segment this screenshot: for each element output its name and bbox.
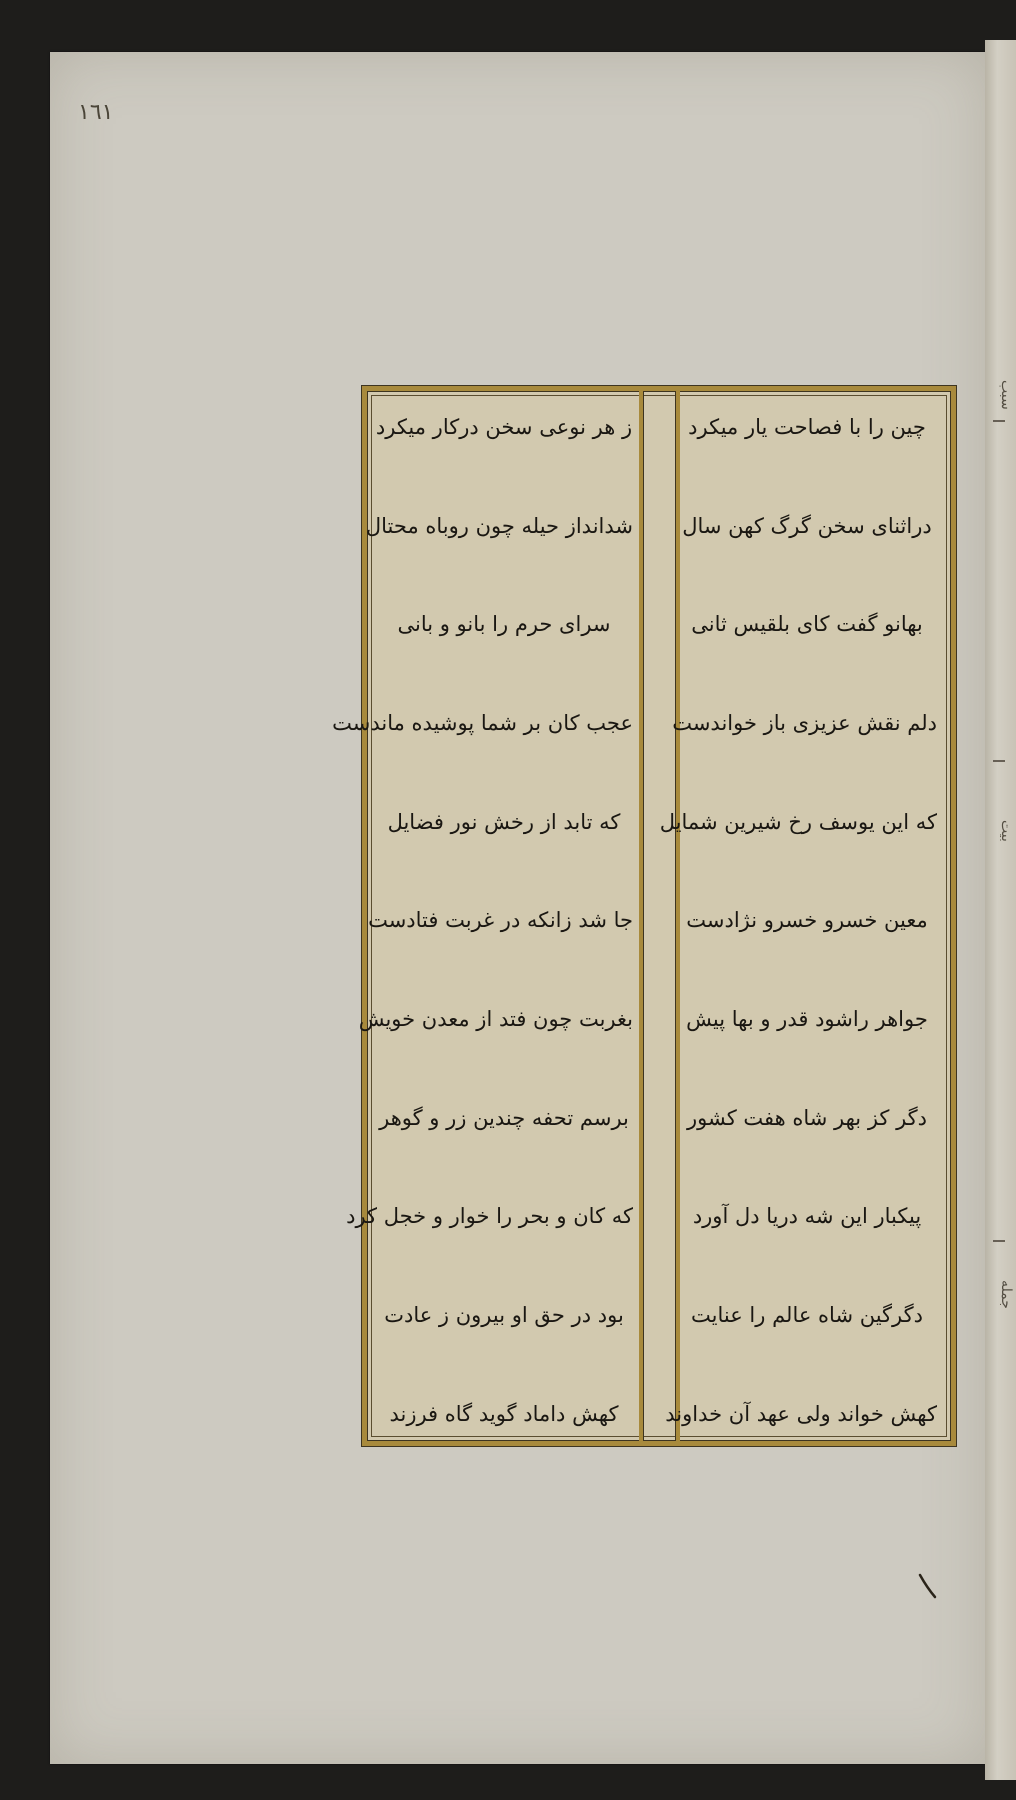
text-frame (332, 386, 956, 1446)
verse-line: جا شد زانکه در غربت فتادست (368, 908, 633, 933)
verse-line: بهانو گفت کای بلقیس ثانی (691, 612, 923, 637)
facing-page-ink-mark (993, 760, 1005, 762)
catchword-stroke (917, 1572, 939, 1600)
verse-line: چین را با فصاحت یار میکرد (688, 415, 926, 439)
verse-line: برسم تحفه چندین زر و گوهر (379, 1105, 629, 1130)
facing-page-ink-mark (993, 1240, 1005, 1242)
verse-line: جواهر راشود قدر و بها پیش (686, 1007, 928, 1032)
marginal-note: سبب (998, 380, 1014, 410)
facing-page-edge (985, 40, 1016, 1780)
facing-page-ink-mark (993, 420, 1005, 422)
verse-line: بغربت چون فتد از معدن خویش (358, 1007, 633, 1032)
verse-line: ز هر نوعی سخن درکار میکرد (375, 415, 633, 439)
verse-line: عجب کان بر شما پوشیده ماندست (332, 711, 633, 736)
verse-line: دراثنای سخن گرگ کهن سال (682, 513, 932, 538)
verse-line: دلم نقش عزیزی باز خواندست (672, 711, 937, 736)
verse-line: که این یوسف رخ شیرین شمایل (659, 809, 937, 834)
verse-column-left (332, 397, 633, 1435)
verse-line: معین خسرو خسرو نژادست (686, 908, 928, 933)
folio-number: ١٦١ (78, 100, 114, 125)
verse-column-right (659, 397, 937, 1435)
verse-line: دگرگین شاه عالم را عنایت (691, 1303, 923, 1328)
verse-line: دگر کز بهر شاه هفت کشور (686, 1105, 928, 1130)
verse-line: سرای حرم را بانو و بانی (397, 612, 611, 637)
marginal-note: بیت (998, 820, 1014, 842)
verse-line: بود در حق او بیرون ز عادت (384, 1303, 624, 1328)
verse-line: پیکبار این شه دریا دل آورد (692, 1204, 922, 1229)
verse-line: شدانداز حیله چون روباه محتال (365, 513, 633, 538)
marginal-note: جمله (998, 1280, 1014, 1309)
column-divider (639, 391, 680, 1441)
verse-line: کهش خواند ولی عهد آن خداوند (665, 1401, 937, 1426)
verse-line: کهش داماد گوید گاه فرزند (389, 1401, 619, 1426)
verse-line: که تابد از رخش نور فضایل (387, 809, 621, 834)
verse-line: که کان و بحر را خوار و خجل کرد (346, 1204, 633, 1229)
